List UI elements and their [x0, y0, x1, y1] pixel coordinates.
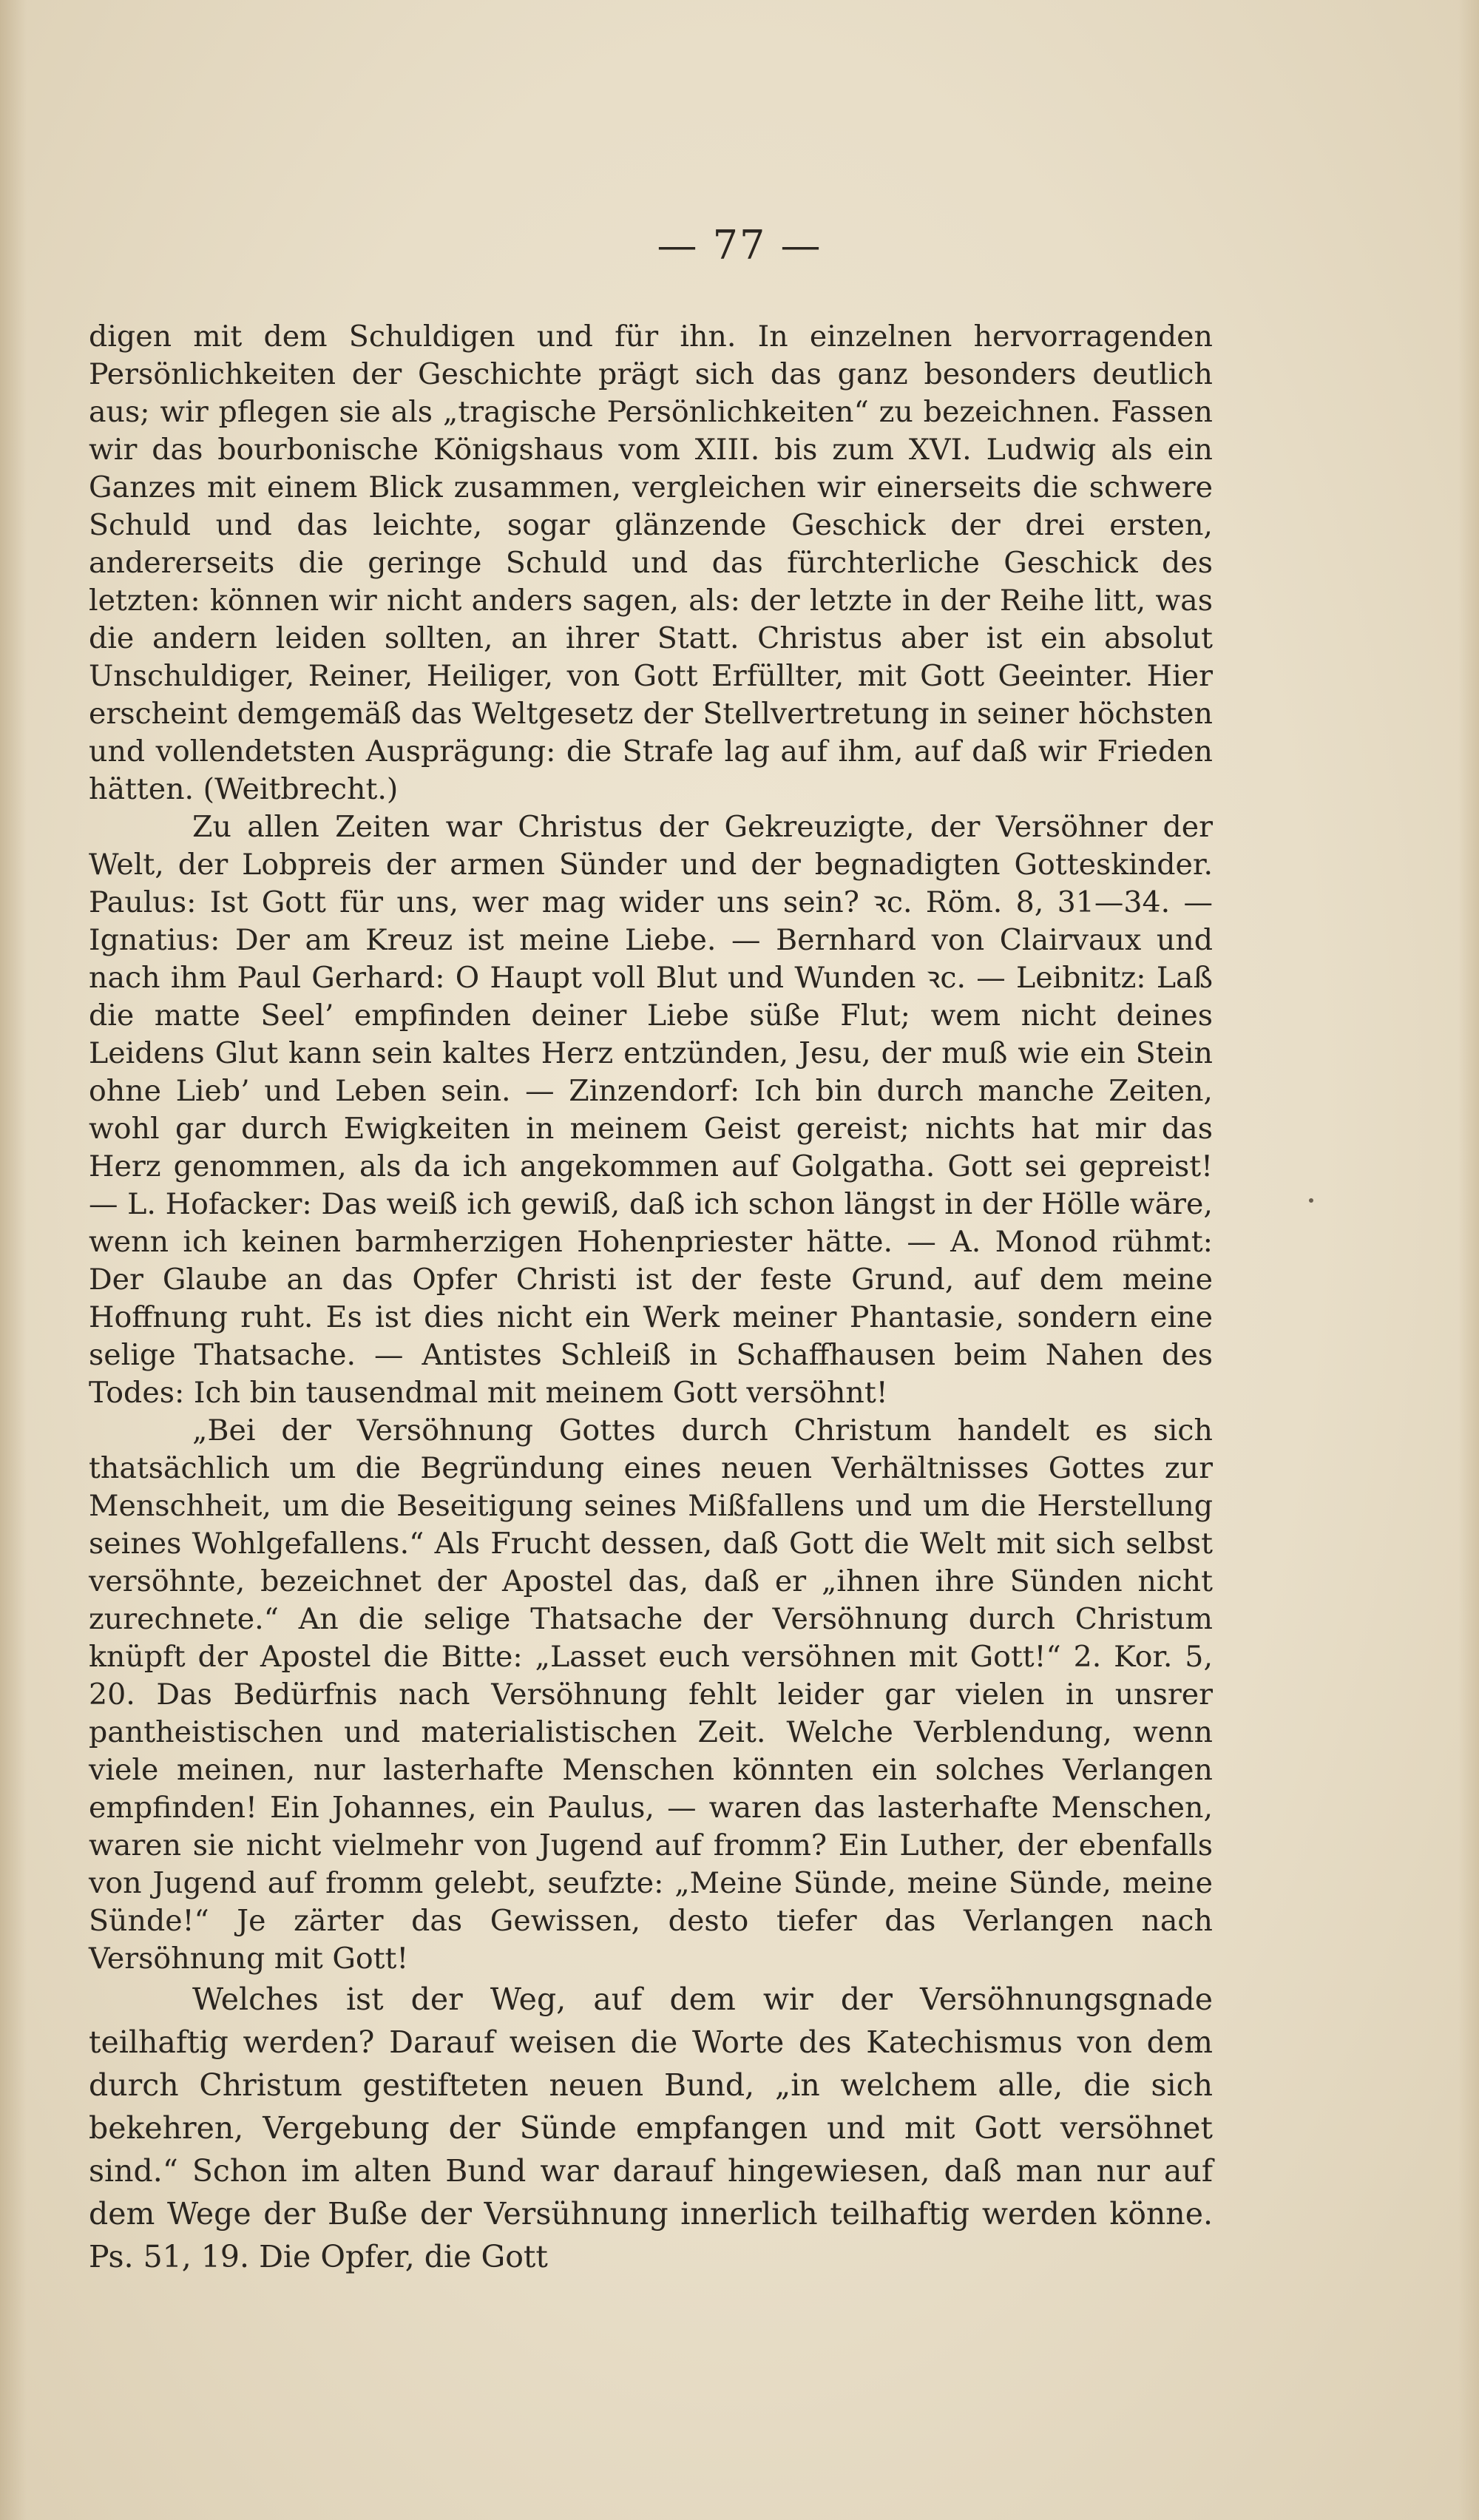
page-number: — 77 —	[657, 222, 822, 268]
page-edge-shadow-right	[1458, 0, 1479, 2520]
print-speck	[1309, 1198, 1313, 1203]
page-edge-shadow-left	[0, 0, 27, 2520]
paragraph-2: Zu allen Zeiten war Christus der Gekreuzigte, der Versöhner der Welt, der Lobpreis der armen Sünder und der begnadigten Gotteskinder. Paulus: Ist Gott für uns, wer mag wider uns sein? ꝛc. Röm. 8, 31—34. — Ignatius: Der am Kreuz ist meine Liebe. — Bernhard von Clairvaux und nach ihm Paul Gerhard: O Haupt voll Blut und Wunden ꝛc. — Leibnitz: Laß die matte Seel’ empfinden deiner Liebe süße Flut; wem nicht deines Leidens Glut kann sein kaltes Herz entzünden, Jesu, der muß wie ein Stein ohne Lieb’ und Leben sein. — Zinzendorf: Ich bin durch manche Zeiten, wohl gar durch Ewigkeiten in meinem Geist gereist; nichts hat mir das Herz genommen, als da ich angekommen auf Golgatha. Gott sei gepreist! — L. Hofacker: Das weiß ich gewiß, daß ich schon längst in der Hölle wäre, wenn ich keinen barmherzigen Hohenpriester hätte. — A. Monod rühmt: Der Glaube an das Opfer Christi ist der feste Grund, auf dem meine Hoffnung ruht. Es ist dies nicht ein Werk meiner Phantasie, sondern eine selige Thatsache. — Antistes Schleiß in Schaffhausen beim Nahen des Todes: Ich bin tausendmal mit meinem Gott versöhnt!	[89, 810, 1213, 1410]
paragraph-1: digen mit dem Schuldigen und für ihn. In einzelnen hervorragenden Persönlichkeiten der Geschichte prägt sich das ganz besonders deutlich aus; wir pflegen sie als „tragische Persönlichkeiten“ zu bezeichnen. Fassen wir das bourbonische Königshaus vom XIII. bis zum XVI. Ludwig als ein Ganzes mit einem Blick zusammen, vergleichen wir einerseits die schwere Schuld und das leichte, sogar glänzende Geschick der drei ersten, andererseits die geringe Schuld und das fürchterliche Geschick des letzten: können wir nicht anders sagen, als: der letzte in der Reihe litt, was die andern leiden sollten, an ihrer Statt. Christus aber ist ein absolut Unschuldiger, Reiner, Heiliger, von Gott Erfüllter, mit Gott Geeinter. Hier erscheint demgemäß das Weltgesetz der Stellvertretung in seiner höchsten und vollendetsten Ausprägung: die Strafe lag auf ihm, auf daß wir Frieden hätten. (Weitbrecht.)	[89, 320, 1213, 806]
paragraph-4: Welches ist der Weg, auf dem wir der Versöhnungsgnade teilhaftig werden? Darauf weisen die Worte des Katechismus von dem durch Christum gestifteten neuen Bund, „in welchem alle, die sich bekehren, Vergebung der Sünde empfangen und mit Gott versöhnet sind.“ Schon im alten Bund war darauf hingewiesen, daß man nur auf dem Wege der Buße der Versühnung innerlich teilhaftig werden könne. Ps. 51, 19. Die Opfer, die Gott	[89, 1982, 1213, 2274]
body-text	[89, 318, 1213, 2278]
paragraph-3: „Bei der Versöhnung Gottes durch Christum handelt es sich thatsächlich um die Begründung eines neuen Verhältnisses Gottes zur Menschheit, um die Beseitigung seines Mißfallens und um die Herstellung seines Wohlgefallens.“ Als Frucht dessen, daß Gott die Welt mit sich selbst versöhnte, bezeichnet der Apostel das, daß er „ihnen ihre Sünden nicht zurechnete.“ An die selige Thatsache der Versöhnung durch Christum knüpft der Apostel die Bitte: „Lasset euch versöhnen mit Gott!“ 2. Kor. 5, 20. Das Bedürfnis nach Versöhnung fehlt leider gar vielen in unsrer pantheistischen und materialistischen Zeit. Welche Verblendung, wenn viele meinen, nur lasterhafte Menschen könnten ein solches Verlangen empfinden! Ein Johannes, ein Paulus, — waren das lasterhafte Menschen, waren sie nicht vielmehr von Jugend auf fromm? Ein Luther, der ebenfalls von Jugend auf fromm gelebt, seufzte: „Meine Sünde, meine Sünde, meine Sünde!“ Je zärter das Gewissen, desto tiefer das Verlangen nach Versöhnung mit Gott!	[89, 1413, 1213, 1976]
